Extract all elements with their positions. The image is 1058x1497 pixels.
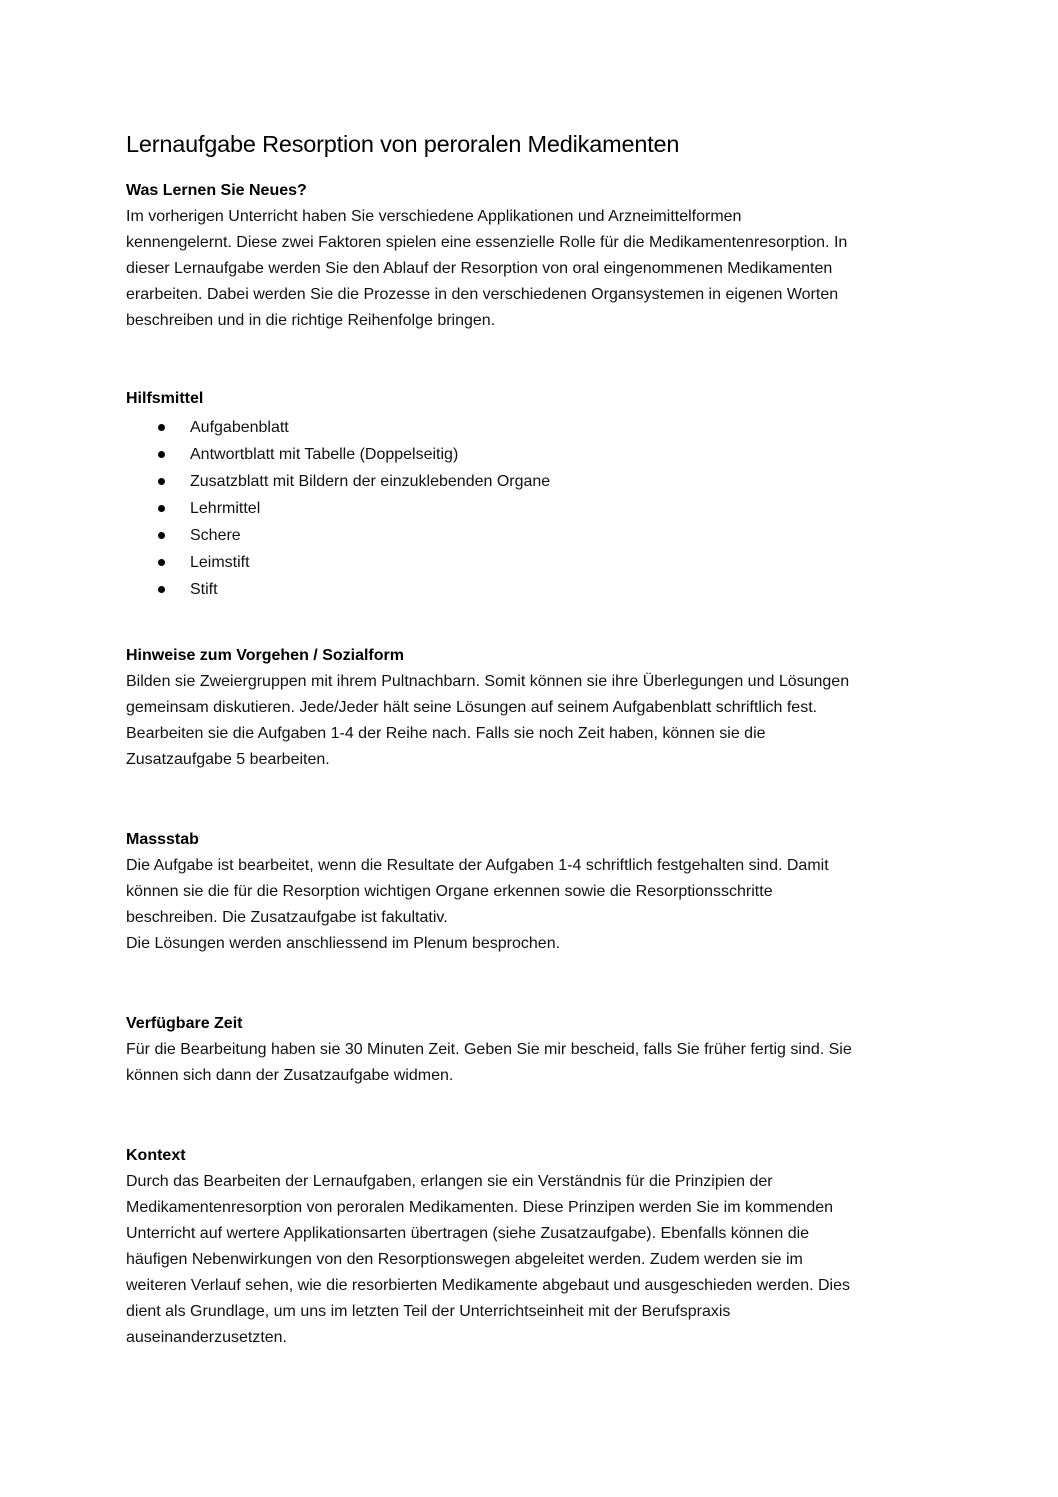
list-item-label: Schere xyxy=(190,527,241,544)
text-line: Im vorherigen Unterricht haben Sie verschiedene Applikationen und Arzneimittelformen xyxy=(126,208,742,225)
bullet-icon xyxy=(158,586,165,593)
text-line: Unterricht auf wertere Applikationsarten übertragen (siehe Zusatzaufgabe). Ebenfalls können die xyxy=(126,1225,810,1242)
bullet-icon xyxy=(158,424,165,431)
paragraph-massstab xyxy=(126,853,946,957)
list-item xyxy=(126,468,946,495)
text-line: weiteren Verlauf sehen, wie die resorbierten Medikamente abgebaut und ausgeschieden werden. Dies xyxy=(126,1277,851,1294)
text-line: häufigen Nebenwirkungen von den Resorptionswegen abgeleitet werden. Zudem werden sie im xyxy=(126,1251,803,1268)
section-heading-kontext: Kontext xyxy=(126,1147,186,1164)
text-line: erarbeiten. Dabei werden Sie die Prozesse in den verschiedenen Organsystemen in eigenen Worten xyxy=(126,286,839,303)
bullet-icon xyxy=(158,451,165,458)
list-item xyxy=(126,441,946,468)
text-line: beschreiben und in die richtige Reihenfolge bringen. xyxy=(126,312,496,329)
text-line: Durch das Bearbeiten der Lernaufgaben, erlangen sie ein Verständnis für die Prinzipien der xyxy=(126,1173,773,1190)
section-heading-massstab: Massstab xyxy=(126,831,199,848)
text-line: Bearbeiten sie die Aufgaben 1-4 der Reihe nach. Falls sie noch Zeit haben, können sie die xyxy=(126,725,766,742)
section-heading-hilfsmittel: Hilfsmittel xyxy=(126,390,204,407)
section-kontext xyxy=(126,1143,946,1351)
section-heading-hinweise: Hinweise zum Vorgehen / Sozialform xyxy=(126,647,404,664)
paragraph-hinweise xyxy=(126,669,946,773)
text-line: können sie die für die Resorption wichtigen Organe erkennen sowie die Resorptionsschritte xyxy=(126,883,773,900)
section-massstab xyxy=(126,827,946,957)
paragraph-kontext xyxy=(126,1169,946,1351)
list-item-label: Zusatzblatt mit Bildern der einzuklebenden Organe xyxy=(190,473,551,490)
text-line: Bilden sie Zweiergruppen mit ihrem Pultnachbarn. Somit können sie ihre Überlegungen und Lösungen xyxy=(126,673,850,690)
text-line: beschreiben. Die Zusatzaufgabe ist fakultativ. xyxy=(126,909,448,926)
section-hilfsmittel xyxy=(126,386,946,603)
text-line: Die Aufgabe ist bearbeitet, wenn die Resultate der Aufgaben 1-4 schriftlich festgehalten sind. Damit xyxy=(126,857,829,874)
section-heading-zeit: Verfügbare Zeit xyxy=(126,1015,243,1032)
list-item xyxy=(126,549,946,576)
bullet-icon xyxy=(158,559,165,566)
list-item-label: Antwortblatt mit Tabelle (Doppelseitig) xyxy=(190,446,459,463)
list-item xyxy=(126,495,946,522)
text-line: dient als Grundlage, um uns im letzten Teil der Unterrichtseinheit mit der Berufspraxis xyxy=(126,1303,731,1320)
text-line: auseinanderzusetzten. xyxy=(126,1329,287,1346)
paragraph-was-lernen xyxy=(126,204,946,334)
document-title: Lernaufgabe Resorption von peroralen Medikamenten xyxy=(126,131,680,157)
hilfsmittel-list xyxy=(126,414,946,603)
text-line: kennengelernt. Diese zwei Faktoren spielen eine essenzielle Rolle für die Medikamentenresorption. In xyxy=(126,234,848,251)
list-item xyxy=(126,414,946,441)
bullet-icon xyxy=(158,478,165,485)
section-was-lernen xyxy=(126,178,946,334)
list-item-label: Aufgabenblatt xyxy=(190,419,289,436)
paragraph-zeit xyxy=(126,1037,946,1089)
text-line: Die Lösungen werden anschliessend im Plenum besprochen. xyxy=(126,935,561,952)
text-line: Für die Bearbeitung haben sie 30 Minuten Zeit. Geben Sie mir bescheid, falls Sie früher fertig sind. Sie xyxy=(126,1041,852,1058)
list-item-label: Lehrmittel xyxy=(190,500,261,517)
text-line: gemeinsam diskutieren. Jede/Jeder hält seine Lösungen auf seinem Aufgabenblatt schriftlich fest. xyxy=(126,699,818,716)
document-page xyxy=(126,128,946,1351)
text-line: Zusatzaufgabe 5 bearbeiten. xyxy=(126,751,330,768)
section-hinweise xyxy=(126,643,946,773)
section-heading-was-lernen: Was Lernen Sie Neues? xyxy=(126,182,307,199)
text-line: dieser Lernaufgabe werden Sie den Ablauf der Resorption von oral eingenommenen Medikamenten xyxy=(126,260,833,277)
section-zeit xyxy=(126,1011,946,1089)
text-line: können sich dann der Zusatzaufgabe widmen. xyxy=(126,1067,454,1084)
list-item-label: Leimstift xyxy=(190,554,250,571)
list-item xyxy=(126,576,946,603)
list-item xyxy=(126,522,946,549)
bullet-icon xyxy=(158,505,165,512)
text-line: Medikamentenresorption von peroralen Medikamenten. Diese Prinzipen werden Sie im kommenden xyxy=(126,1199,834,1216)
list-item-label: Stift xyxy=(190,581,218,598)
bullet-icon xyxy=(158,532,165,539)
